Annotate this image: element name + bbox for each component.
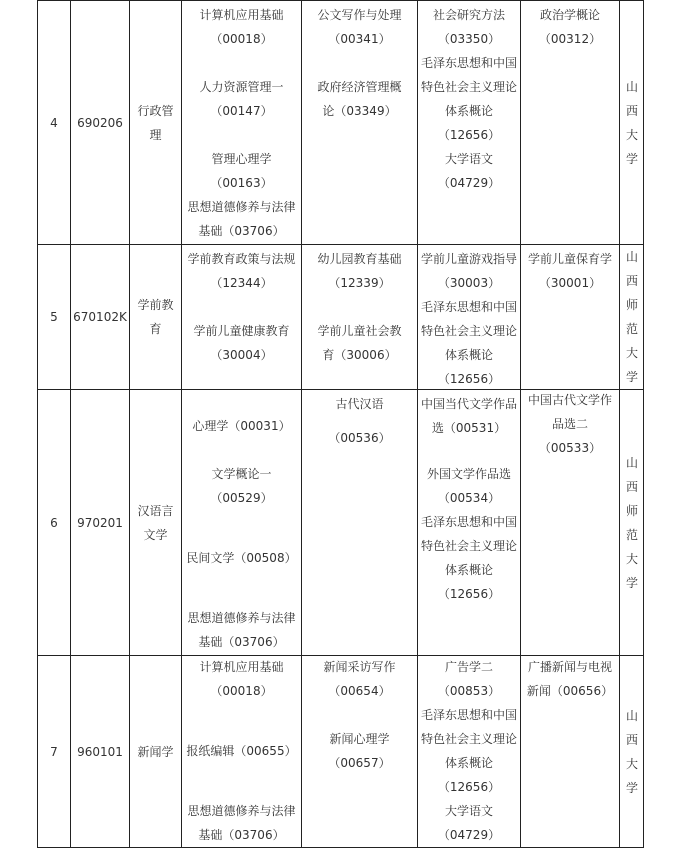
course-text-line: 广告学二 [444,660,493,674]
major-name-line: 理 [149,127,162,142]
major-code: 960101 [77,745,123,759]
course-text-line: 学前儿童保育学 [527,252,612,266]
course-text-line: 新闻（00656） [526,684,614,698]
course-text-line: 毛泽东思想和中国 [420,300,517,314]
course-text-line: （03350） [437,32,501,46]
major-name-line: 学前教 [137,298,174,312]
course-text-line: 学前儿童社会教 [317,324,402,338]
major-code: 970201 [77,515,123,530]
school-name-char: 大 [625,127,638,142]
course-text-line: 计算机应用基础 [199,660,284,674]
course-text-line: （30001） [538,276,602,290]
course-text-line: （00018） [210,684,273,698]
course-cell [521,390,619,655]
course-text-line: 体系概论 [444,563,493,577]
course-text-line: （00312） [538,32,602,46]
course-text-line: （12656） [437,780,501,794]
code-cell [71,390,129,655]
school-name-char: 西 [625,479,638,494]
school-name-char: 学 [625,370,638,384]
course-text-line: 社会研究方法 [432,8,505,22]
major-name-line: 新闻学 [137,745,174,759]
index-cell [38,245,70,389]
school-name-char: 山 [625,79,638,94]
course-text-line: 大学语文 [444,152,493,166]
course-text-line: （12344） [210,276,273,290]
row-index: 4 [50,115,58,130]
course-cell [302,1,417,244]
row-index: 6 [50,515,58,530]
course-cell [182,656,301,848]
course-text-line: 幼儿园教育基础 [317,252,402,266]
school-name-char: 大 [625,346,638,360]
school-name-char: 师 [625,503,638,518]
course-cell [418,245,520,389]
course-text-line: 管理心理学 [211,152,272,166]
course-text-line: （30003） [437,276,501,290]
course-text-line: （12656） [437,587,501,601]
course-text-line: 广播新闻与电视 [527,660,612,674]
course-text-line: （12656） [437,128,501,142]
course-text-line: 体系概论 [444,756,493,770]
school-cell [620,245,644,389]
course-cell [418,1,520,244]
course-text-line: 特色社会主义理论 [420,539,517,553]
school-cell [620,656,644,848]
course-cell [521,245,619,389]
major-cell [130,1,181,244]
course-cell [302,390,417,655]
major-code: 690206 [77,115,123,130]
course-text-line: （04729） [437,176,501,190]
school-cell [620,1,644,244]
course-text-line: 古代汉语 [335,397,384,411]
course-text-line: 品选二 [551,417,588,431]
course-text-line: 基础（03706） [198,828,285,842]
school-name-char: 学 [625,781,638,795]
course-text-line: 基础（03706） [198,224,285,238]
course-text-line: （12339） [328,276,391,290]
course-cell [182,390,301,655]
course-text-line: 公文写作与处理 [317,8,402,22]
school-name-char: 山 [625,709,638,723]
course-text-line: （00341） [328,32,391,46]
course-text-line: 外国文学作品选 [426,467,511,481]
course-text-line: 毛泽东思想和中国 [420,515,517,529]
school-name-char: 山 [625,455,638,470]
school-name-char: 西 [625,103,638,118]
major-name-line: 文学 [143,527,168,542]
code-cell [71,1,129,244]
school-name-char: 西 [625,733,638,747]
course-text-line: 选（00531） [431,421,507,435]
course-text-line: 学前儿童健康教育 [193,324,290,338]
code-cell [71,245,129,389]
course-text-line: 人力资源管理一 [199,80,284,94]
course-text-line: （00657） [328,756,391,770]
course-text-line: （00654） [328,684,391,698]
course-cell [182,1,301,244]
major-code: 670102K [73,310,127,324]
course-text-line: 文学概论一 [211,467,272,481]
course-text-line: （00018） [210,32,273,46]
course-text-line: （00529） [210,491,273,505]
school-cell [620,390,644,655]
course-text-line: 大学语文 [444,804,493,818]
course-cell [521,1,619,244]
course-text-line: 学前儿童游戏指导 [420,252,517,266]
course-text-line: 政府经济管理概 [317,80,402,94]
course-cell [521,656,619,848]
course-text-line: 毛泽东思想和中国 [420,56,517,70]
school-name-char: 西 [625,274,638,288]
course-text-line: 论（03349） [322,104,397,118]
course-text-line: 基础（03706） [198,635,285,649]
major-cell [130,656,181,848]
school-name-char: 范 [625,322,638,336]
course-text-line: 体系概论 [444,104,493,118]
school-name-char: 学 [625,151,638,166]
school-name-char: 大 [625,551,638,566]
course-text-line: （00534） [437,491,501,505]
course-text-line: 思想道德修养与法律 [187,200,296,214]
course-text-line: 计算机应用基础 [199,8,284,22]
course-text-line: （00536） [328,431,391,445]
course-text-line: 中国古代文学作 [527,393,612,407]
course-text-line: 新闻心理学 [329,732,390,746]
course-text-line: （12656） [437,372,501,386]
row-index: 7 [50,745,58,759]
course-text-line: 报纸编辑（00655） [186,744,297,758]
course-text-line: （04729） [437,828,501,842]
school-name-char: 大 [625,757,638,771]
code-cell [71,656,129,848]
course-text-line: 育（30006） [322,348,397,362]
course-text-line: 毛泽东思想和中国 [420,708,517,722]
course-text-line: 心理学（00031） [192,419,291,433]
course-text-line: 思想道德修养与法律 [187,611,296,625]
major-cell [130,245,181,389]
course-text-line: （00853） [437,684,501,698]
school-name-char: 师 [625,298,638,312]
course-cell [182,245,301,389]
index-cell [38,390,70,655]
course-text-line: 特色社会主义理论 [420,80,517,94]
major-name-line: 汉语言 [137,503,174,518]
course-text-line: 特色社会主义理论 [420,732,517,746]
row-index: 5 [50,310,58,324]
index-cell [38,1,70,244]
exam-schedule-table [37,0,644,848]
major-name-line: 行政管 [137,103,174,118]
major-name-line: 育 [149,322,162,336]
school-name-char: 范 [625,527,638,542]
course-text-line: 思想道德修养与法律 [187,804,296,818]
course-cell [418,656,520,848]
course-text-line: 体系概论 [444,348,493,362]
course-text-line: （00163） [210,176,273,190]
course-text-line: 中国当代文学作品 [420,397,517,411]
course-text-line: 特色社会主义理论 [420,324,517,338]
school-name-char: 山 [625,250,638,264]
course-text-line: （00147） [210,104,273,118]
course-cell [418,390,520,655]
major-cell [130,390,181,655]
index-cell [38,656,70,848]
course-text-line: 学前教育政策与法规 [187,252,296,266]
course-cell [302,245,417,389]
course-cell [302,656,417,848]
course-text-line: 新闻采访写作 [323,660,396,674]
course-text-line: 民间文学（00508） [186,551,297,565]
course-text-line: （30004） [210,348,273,362]
school-name-char: 学 [625,575,638,590]
course-text-line: （00533） [538,441,602,455]
course-text-line: 政治学概论 [539,8,600,22]
